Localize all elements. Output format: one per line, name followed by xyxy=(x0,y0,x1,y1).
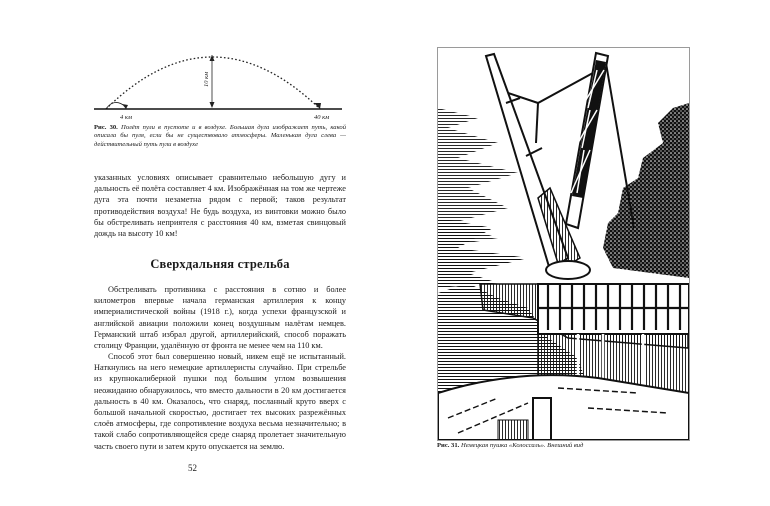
colossal-gun-illustration xyxy=(437,47,690,441)
paragraph-1: Обстреливать противника с расстояния в сотню и более километров впервые начала германская артиллерия к концу империалистической войны (1918 г.), когда успехи французской и английской авиации положили конец воздушным налётам немцев. Германский штаб избрал другой, артиллерийский, способ поражать столицу Франции, удалённую от фронта не менее чем на 110 км. xyxy=(94,285,346,351)
figure-31-label: Рис. 31. xyxy=(437,442,460,449)
page-number: 52 xyxy=(188,463,197,473)
lattice-mast xyxy=(566,53,608,228)
figure-30-text: Полёт пули в пустоте и в воздухе. Большая дуга изображает путь, какой описала бы пуля, если бы не существовало атмосферы. Маленькая дуга слева — действительный путь пули в воздухе xyxy=(94,124,347,148)
height-arrow-bottom xyxy=(210,102,215,108)
height-label: 10 км xyxy=(203,71,210,87)
vacuum-trajectory-arrowhead xyxy=(314,103,321,109)
figure-30-caption xyxy=(94,124,346,149)
short-range-label: 4 км xyxy=(120,114,133,121)
gun-barrel xyxy=(486,54,590,279)
height-arrow-top xyxy=(210,55,215,61)
section-title: Сверхдальняя стрельба xyxy=(150,257,290,271)
figure-31-text: Немецкая пушка «Колоссаль». Внешний вид xyxy=(460,442,584,449)
trajectory-diagram xyxy=(92,45,342,125)
paragraph-2: Способ этот был совершенно новый, никем ещё не испытанный. Наткнулись на него немецкие артиллеристы случайно. При стрельбе из крупнокалиберной пушки под большим углом возвышения неожиданно обнаружилось, что вместо дальности в 20 км достигается дальность в 40 км. Оказалось, что снаряд, посланный круто вверх с большой начальной скоростью, достигает тех высоких разрежённых слоёв атмосферы, где сопротивление воздуха весьма незначительно; в такой слабо сопротивляющейся среде снаряд пролетает значительную часть своего пути и затем круто опускается на землю. xyxy=(94,352,346,451)
figure-30-label: Рис. 30. xyxy=(94,124,118,131)
figure-31-caption xyxy=(437,442,697,450)
trees-right xyxy=(603,103,689,278)
paragraph-continued: указанных условиях описывает сравнительно небольшую дугу и дальность её полёта составляет 4 км. Изображённая на том же чертеже дуга эта почти незаметна рядом с первой; таков результат противодействия воздуха! Не будь воздуха, из винтовки можно было бы обстреливать неприятеля с расстояния 40 км, взметая свинцовый дождь на высоту 10 км! xyxy=(94,173,346,239)
gun-engraving xyxy=(438,48,689,440)
vacuum-trajectory-arc xyxy=(106,57,320,109)
long-range-label: 40 км xyxy=(314,114,330,121)
air-trajectory-arc xyxy=(106,102,126,109)
